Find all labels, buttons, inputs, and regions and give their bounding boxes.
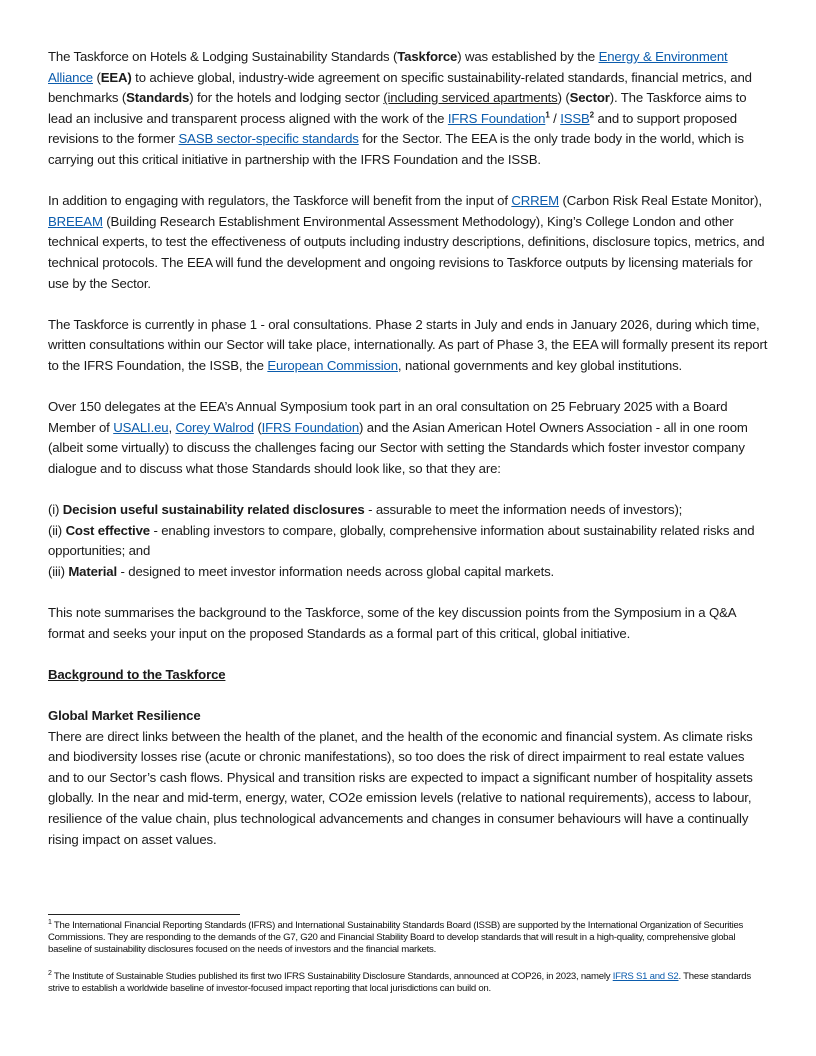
subsection-heading: Global Market Resilience [48, 708, 201, 723]
criteria-list [48, 500, 768, 582]
link-ifrs-foundation[interactable]: IFRS Foundation [447, 110, 546, 126]
footnote-2: $^2$ The Institute of Sustainable Studies published its first two IFRS Sustainability Disclosure Standards, announced at COP26, in 2023, namely IFRS S1 and S2. These standards strive to establish a worldwide baseline of investor-focused impact reporting that local jurisdictions can build on. [48, 969, 751, 994]
link-corey-walrod[interactable]: Corey Walrod [175, 419, 254, 435]
footnote-ref-2[interactable]: 2 [589, 110, 594, 120]
link-usali[interactable]: USALI.eu [113, 419, 169, 435]
link-crrem[interactable]: CRREM [511, 193, 559, 209]
summary-paragraph: This note summarises the background to the Taskforce, some of the key discussion points from the Symposium in a Q&A format and seeks your input on the proposed Standards as a formal part of this critical, global initiative. [48, 605, 736, 641]
list-item: (ii) Cost effective - enabling investors to compare, globally, comprehensive information about sustainability related risks and opportunities; and [48, 522, 755, 559]
resilience-paragraph: There are direct links between the health of the planet, and the health of the economic and financial system. As climate risks and biodiversity losses rise (acute or chronic manifestations), so too does the risk of direct impairment to real estate values and to our Sector’s cash flows. Physical and transition risks are expected to impact a significant number of hospitality assets globally. In the near and mid-term, energy, water, CO2e emission levels (relative to national requirements), access to labour, resilience of the value chain, plus technological advancements and changes in consumer behaviours will have a continually rising impact on asset values. [48, 728, 753, 847]
experts-paragraph: In addition to engaging with regulators, the Taskforce will benefit from the input of CRREM (Carbon Risk Real Estate Monitor), BREEAM (Building Research Establishment Environmental Assessment Methodology), King’s College London and other technical experts, to test the effectiveness of outputs including industry descriptions, definitions, disclosure topics, metrics, and technical protocols. The EEA will fund the development and ongoing revisions to Taskforce outputs by licensing materials for use by the Sector. [48, 193, 765, 291]
footnotes [48, 920, 768, 1009]
link-sasb-standards[interactable]: SASB sector-specific standards [178, 131, 359, 147]
section-heading: Background to the Taskforce [48, 666, 226, 682]
link-energy-environment-alliance[interactable]: Energy & Environment Alliance [48, 49, 728, 85]
link-ifrs-s1-s2[interactable]: IFRS S1 and S2 [612, 970, 679, 982]
document-page [48, 47, 768, 850]
footnote-separator [48, 914, 240, 915]
list-item: (iii) Material - designed to meet investor information needs across global capital markets. [48, 563, 555, 579]
link-breeam[interactable]: BREEAM [48, 213, 103, 229]
intro-paragraph: The Taskforce on Hotels & Lodging Sustainability Standards (Taskforce) was established by the Energy & Environment Alliance (EEA) to achieve global, industry-wide agreement on specific sustainability-related standards, financial metrics, and benchmarks (Standards) for the hotels and lodging sector (including serviced apartments) (Sector). The Taskforce aims to lead an inclusive and transparent process aligned with the work of the IFRS Foundation$^1$ / ISSB$^2$ and to support proposed revisions to the former SASB sector-specific standards for the Sector. The EEA is the only trade body in the world, which is carrying out this critical initiative in partnership with the IFRS Foundation and the ISSB. [48, 49, 752, 167]
link-european-commission[interactable]: European Commission [267, 357, 398, 373]
symposium-paragraph: Over 150 delegates at the EEA’s Annual Symposium took part in an oral consultation on 25 February 2025 with a Board Member of USALI.eu, Corey Walrod (IFRS Foundation) and the Asian American Hotel Owners Association - all in one room (albeit some virtually) to discuss the challenges facing our Sector with setting the Standards which foster investor company dialogue and to discuss what those Standards should look like, so that they are: [48, 399, 748, 476]
phases-paragraph: The Taskforce is currently in phase 1 - oral consultations. Phase 2 starts in July and ends in January 2026, during which time, written consultations within our Sector will take place, internationally. As part of Phase 3, the EEA will formally present its report to the IFRS Foundation, the ISSB, the European Commission, national governments and key global institutions. [48, 316, 768, 373]
link-ifrs-foundation-2[interactable]: IFRS Foundation [261, 419, 360, 435]
link-issb[interactable]: ISSB [560, 110, 590, 126]
list-item: (i) Decision useful sustainability related disclosures - assurable to meet the information needs of investors); [48, 502, 683, 518]
footnote-ref-1[interactable]: 1 [545, 110, 550, 120]
footnote-1: $^1$ The International Financial Reporting Standards (IFRS) and International Sustainability Standards Board (ISSB) are supported by the International Organization of Securities Commissions. They are responding to the demands of the G7, G20 and Financial Stability Board to develop standards that will result in a high-quality, comprehensive global baseline of sustainability disclosures focused on the needs of investors and the financial markets. [48, 918, 744, 956]
